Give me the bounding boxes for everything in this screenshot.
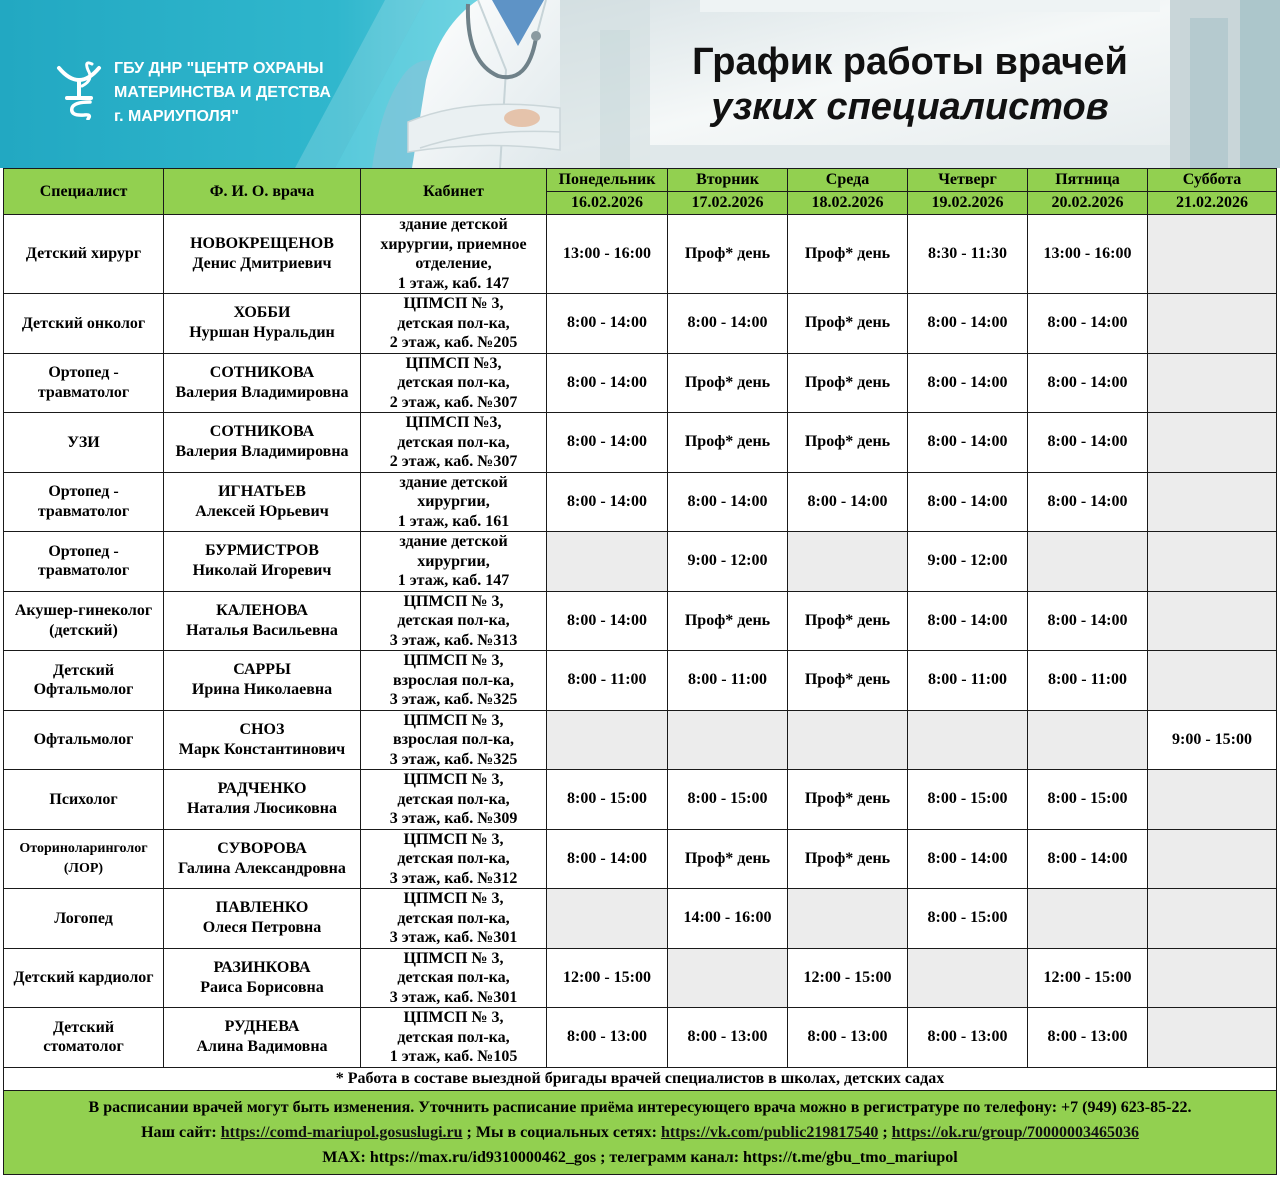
footnote: * Работа в составе выездной бригады врачей специалистов в школах, детских садах (4, 1067, 1277, 1090)
hours-monday (547, 532, 668, 592)
doctor-cell (164, 353, 361, 413)
hours-wednesday (788, 532, 908, 592)
day-header-wednesday: Среда (788, 169, 908, 192)
office-cell: ЦПМСП № 3, детская пол-ка, 3 этаж, каб. №301 (361, 889, 547, 949)
link-separator: ; (878, 1123, 892, 1141)
hours-wednesday: Проф* день (788, 413, 908, 473)
schedule-row (4, 948, 1277, 1008)
hours-tuesday: Проф* день (668, 591, 788, 651)
doctor-cell (164, 215, 361, 294)
office-cell: ЦПМСП № 3, детская пол-ка, 3 этаж, каб. №313 (361, 591, 547, 651)
hours-thursday: 9:00 - 12:00 (908, 532, 1028, 592)
hours-friday: 12:00 - 15:00 (1028, 948, 1148, 1008)
hours-friday: 8:00 - 13:00 (1028, 1008, 1148, 1068)
header-row-days (4, 169, 1277, 192)
hours-saturday (1148, 472, 1277, 532)
specialty-cell: Логопед (4, 889, 164, 949)
schedule-row (4, 472, 1277, 532)
doctor-cell (164, 413, 361, 473)
hours-saturday (1148, 532, 1277, 592)
schedule-row (4, 710, 1277, 770)
hours-thursday: 8:00 - 13:00 (908, 1008, 1028, 1068)
schedule-change-notice: В расписании врачей могут быть изменения. Уточнить расписание приёма интересующего врача можно в регистратуре по телефону: +7 (949) 623-85-22. (88, 1098, 1192, 1116)
hours-friday (1028, 710, 1148, 770)
doctor-given-names: Валерия Владимировна (175, 383, 349, 401)
page-title-line-2: узких специалистов (711, 86, 1109, 128)
hours-thursday: 8:00 - 15:00 (908, 770, 1028, 830)
doctor-surname: КАЛЕНОВА (216, 601, 308, 619)
day-date-friday: 20.02.2026 (1028, 192, 1148, 215)
doctor-given-names: Алексей Юрьевич (195, 502, 329, 520)
specialty-cell: Офтальмолог (4, 710, 164, 770)
hours-thursday (908, 710, 1028, 770)
hours-wednesday: Проф* день (788, 294, 908, 354)
column-header-office: Кабинет (361, 169, 547, 215)
hours-friday: 8:00 - 14:00 (1028, 829, 1148, 889)
office-cell: ЦПМСП № 3, детская пол-ка, 3 этаж, каб. №301 (361, 948, 547, 1008)
hours-tuesday: 8:00 - 11:00 (668, 651, 788, 711)
office-cell: ЦПМСП № 3, взрослая пол-ка, 3 этаж, каб. №325 (361, 651, 547, 711)
organization-name-line: г. МАРИУПОЛЯ" (114, 108, 239, 125)
specialty-cell: УЗИ (4, 413, 164, 473)
specialty-cell: Детский онколог (4, 294, 164, 354)
specialty-cell: Акушер-гинеколог (детский) (4, 591, 164, 651)
schedule-row (4, 889, 1277, 949)
office-cell: ЦПМСП № 3, детская пол-ка, 2 этаж, каб. №205 (361, 294, 547, 354)
page-title (560, 40, 1260, 130)
doctor-surname: СУВОРОВА (217, 839, 307, 857)
hours-thursday: 8:00 - 15:00 (908, 889, 1028, 949)
day-header-thursday: Четверг (908, 169, 1028, 192)
hours-saturday (1148, 591, 1277, 651)
day-date-monday: 16.02.2026 (547, 192, 668, 215)
hours-saturday (1148, 353, 1277, 413)
hours-wednesday (788, 710, 908, 770)
specialty-cell: Детский кардиолог (4, 948, 164, 1008)
hours-monday: 8:00 - 14:00 (547, 353, 668, 413)
doctor-cell (164, 472, 361, 532)
day-date-thursday: 19.02.2026 (908, 192, 1028, 215)
day-date-tuesday: 17.02.2026 (668, 192, 788, 215)
schedule-row (4, 829, 1277, 889)
hours-wednesday: Проф* день (788, 591, 908, 651)
hours-monday: 8:00 - 14:00 (547, 829, 668, 889)
day-header-tuesday: Вторник (668, 169, 788, 192)
hours-saturday (1148, 948, 1277, 1008)
hours-saturday (1148, 215, 1277, 294)
schedule-row (4, 770, 1277, 830)
hours-thursday: 8:00 - 14:00 (908, 829, 1028, 889)
hours-wednesday (788, 889, 908, 949)
organization-name-line: МАТЕРИНСТВА И ДЕТСТВА (114, 84, 331, 101)
column-header-specialty: Специалист (4, 169, 164, 215)
schedule-row (4, 294, 1277, 354)
hours-monday: 8:00 - 11:00 (547, 651, 668, 711)
hours-tuesday: Проф* день (668, 413, 788, 473)
hours-thursday: 8:00 - 11:00 (908, 651, 1028, 711)
hours-monday: 8:00 - 14:00 (547, 413, 668, 473)
specialty-cell: Детский стоматолог (4, 1008, 164, 1068)
hours-saturday (1148, 889, 1277, 949)
table-footer (4, 1067, 1277, 1174)
doctor-surname: САРРЫ (233, 661, 291, 679)
doctor-surname: ИГНАТЬЕВ (218, 482, 306, 500)
schedule-row (4, 651, 1277, 711)
doctor-cell (164, 294, 361, 354)
doctor-cell (164, 1008, 361, 1068)
organization-name-line: ГБУ ДНР "ЦЕНТР ОХРАНЫ (114, 60, 324, 77)
hours-tuesday: 8:00 - 13:00 (668, 1008, 788, 1068)
hours-saturday: 9:00 - 15:00 (1148, 710, 1277, 770)
footnote-row (4, 1067, 1277, 1090)
doctor-cell (164, 948, 361, 1008)
schedule-row (4, 353, 1277, 413)
doctor-surname: РУДНЕВА (224, 1018, 300, 1036)
schedule-row (4, 591, 1277, 651)
hours-friday: 8:00 - 14:00 (1028, 413, 1148, 473)
doctor-given-names: Галина Александровна (178, 859, 346, 877)
hours-thursday: 8:00 - 14:00 (908, 353, 1028, 413)
hours-saturday (1148, 829, 1277, 889)
doctor-surname: РАЗИНКОВА (213, 958, 311, 976)
office-cell: ЦПМСП №3, детская пол-ка, 2 этаж, каб. №307 (361, 413, 547, 473)
hours-monday: 13:00 - 16:00 (547, 215, 668, 294)
hours-thursday (908, 948, 1028, 1008)
hours-monday (547, 710, 668, 770)
schedule-body (4, 215, 1277, 1068)
doctor-surname: БУРМИСТРОВ (205, 542, 319, 560)
hours-tuesday: 8:00 - 14:00 (668, 294, 788, 354)
hours-monday: 12:00 - 15:00 (547, 948, 668, 1008)
hours-friday: 13:00 - 16:00 (1028, 215, 1148, 294)
doctor-surname: НОВОКРЕЩЕНОВ (190, 235, 334, 252)
hours-tuesday (668, 948, 788, 1008)
office-cell: ЦПМСП №3, детская пол-ка, 2 этаж, каб. №307 (361, 353, 547, 413)
hours-friday: 8:00 - 14:00 (1028, 472, 1148, 532)
doctor-surname: РАДЧЕНКО (217, 780, 307, 798)
hours-wednesday: Проф* день (788, 215, 908, 294)
office-cell: ЦПМСП № 3, детская пол-ка, 3 этаж, каб. №309 (361, 770, 547, 830)
hours-thursday: 8:00 - 14:00 (908, 472, 1028, 532)
doctor-given-names: Валерия Владимировна (175, 443, 349, 461)
messengers-line: MAX: https://max.ru/id9310000462_gos ; телеграмм канал: https://t.me/gbu_tmo_mariupol (322, 1148, 958, 1166)
office-cell: ЦПМСП № 3, детская пол-ка, 3 этаж, каб. №312 (361, 829, 547, 889)
doctor-cell (164, 829, 361, 889)
hours-tuesday: 14:00 - 16:00 (668, 889, 788, 949)
day-header-monday: Понедельник (547, 169, 668, 192)
hours-wednesday: Проф* день (788, 770, 908, 830)
specialty-cell: Детский хирург (4, 215, 164, 294)
office-cell: здание детской хирургии, 1 этаж, каб. 147 (361, 532, 547, 592)
doctor-surname: ХОББИ (233, 304, 291, 322)
specialty-cell: Детский Офтальмолог (4, 651, 164, 711)
hours-wednesday: Проф* день (788, 651, 908, 711)
hours-thursday: 8:00 - 14:00 (908, 413, 1028, 473)
hours-wednesday: Проф* день (788, 829, 908, 889)
contact-info (4, 1090, 1277, 1174)
schedule-row (4, 1008, 1277, 1068)
hours-friday: 8:00 - 14:00 (1028, 353, 1148, 413)
hours-monday: 8:00 - 15:00 (547, 770, 668, 830)
social-label: ; Мы в социальных сетях: (462, 1123, 661, 1141)
hours-tuesday: Проф* день (668, 215, 788, 294)
doctor-surname: СОТНИКОВА (209, 363, 315, 381)
hours-friday: 8:00 - 11:00 (1028, 651, 1148, 711)
specialty-cell: Ортопед - травматолог (4, 472, 164, 532)
hours-wednesday: Проф* день (788, 353, 908, 413)
doctor-given-names: Раиса Борисовна (200, 978, 324, 996)
schedule-row (4, 532, 1277, 592)
hours-thursday: 8:30 - 11:30 (908, 215, 1028, 294)
contact-info-row (4, 1090, 1277, 1174)
doctor-given-names: Марк Константинович (178, 740, 346, 758)
hours-thursday: 8:00 - 14:00 (908, 591, 1028, 651)
hours-tuesday: 9:00 - 12:00 (668, 532, 788, 592)
table-header (4, 169, 1277, 215)
specialty-cell: Оториноларинголог (ЛОР) (4, 829, 164, 889)
doctor-surname: ПАВЛЕНКО (215, 899, 309, 917)
website-link[interactable]: https://comd-mariupol.gosuslugi.ru (220, 1123, 463, 1141)
doctor-surname: СНОЗ (239, 720, 285, 738)
ok-link[interactable]: https://ok.ru/group/70000003465036 (891, 1123, 1139, 1141)
hours-tuesday: Проф* день (668, 829, 788, 889)
doctor-given-names: Наталья Васильевна (186, 621, 338, 639)
day-header-saturday: Суббота (1148, 169, 1277, 192)
specialty-cell: Ортопед - травматолог (4, 532, 164, 592)
office-cell: здание детской хирургии, приемное отделение, 1 этаж, каб. 147 (361, 215, 547, 294)
hours-saturday (1148, 294, 1277, 354)
column-header-doctor: Ф. И. О. врача (164, 169, 361, 215)
day-date-wednesday: 18.02.2026 (788, 192, 908, 215)
office-cell: ЦПМСП № 3, взрослая пол-ка, 3 этаж, каб. №325 (361, 710, 547, 770)
hours-friday: 8:00 - 14:00 (1028, 294, 1148, 354)
hours-tuesday (668, 710, 788, 770)
hours-saturday (1148, 1008, 1277, 1068)
hours-friday (1028, 532, 1148, 592)
hours-saturday (1148, 651, 1277, 711)
day-header-friday: Пятница (1028, 169, 1148, 192)
doctor-given-names: Денис Дмитриевич (192, 255, 332, 272)
doctor-given-names: Наталия Люсиковна (186, 800, 337, 818)
hours-tuesday: 8:00 - 14:00 (668, 472, 788, 532)
doctor-cell (164, 651, 361, 711)
organization-name (114, 57, 331, 129)
hours-saturday (1148, 413, 1277, 473)
website-label: Наш сайт: (141, 1123, 221, 1141)
doctor-cell (164, 710, 361, 770)
schedule-row (4, 215, 1277, 294)
doctor-given-names: Нуршан Нуральдин (189, 324, 335, 342)
hours-monday: 8:00 - 13:00 (547, 1008, 668, 1068)
doctor-given-names: Николай Игоревич (192, 562, 332, 580)
hours-thursday: 8:00 - 14:00 (908, 294, 1028, 354)
doctor-cell (164, 591, 361, 651)
logo-icon (54, 58, 104, 120)
hours-wednesday: 8:00 - 14:00 (788, 472, 908, 532)
doctor-given-names: Олеся Петровна (202, 919, 322, 937)
doctor-cell (164, 770, 361, 830)
doctor-cell (164, 889, 361, 949)
hours-tuesday: 8:00 - 15:00 (668, 770, 788, 830)
doctor-given-names: Алина Вадимовна (196, 1038, 328, 1056)
hours-monday: 8:00 - 14:00 (547, 294, 668, 354)
office-cell: ЦПМСП № 3, детская пол-ка, 1 этаж, каб. №105 (361, 1008, 547, 1068)
hours-friday (1028, 889, 1148, 949)
specialty-cell: Психолог (4, 770, 164, 830)
page-title-line-1: График работы врачей (692, 41, 1128, 83)
schedule-row (4, 413, 1277, 473)
office-cell: здание детской хирургии, 1 этаж, каб. 161 (361, 472, 547, 532)
specialty-cell: Ортопед - травматолог (4, 353, 164, 413)
hours-wednesday: 8:00 - 13:00 (788, 1008, 908, 1068)
doctor-cell (164, 532, 361, 592)
doctor-given-names: Ирина Николаевна (191, 681, 333, 699)
hours-friday: 8:00 - 15:00 (1028, 770, 1148, 830)
hours-monday: 8:00 - 14:00 (547, 591, 668, 651)
hours-tuesday: Проф* день (668, 353, 788, 413)
hours-wednesday: 12:00 - 15:00 (788, 948, 908, 1008)
doctor-surname: СОТНИКОВА (209, 423, 315, 441)
hours-friday: 8:00 - 14:00 (1028, 591, 1148, 651)
hours-monday (547, 889, 668, 949)
schedule-table (3, 168, 1277, 1175)
website-line (6, 1120, 1274, 1145)
vk-link[interactable]: https://vk.com/public219817540 (660, 1123, 879, 1141)
day-date-saturday: 21.02.2026 (1148, 192, 1277, 215)
hours-saturday (1148, 770, 1277, 830)
header-banner (0, 0, 1280, 168)
hours-monday: 8:00 - 14:00 (547, 472, 668, 532)
